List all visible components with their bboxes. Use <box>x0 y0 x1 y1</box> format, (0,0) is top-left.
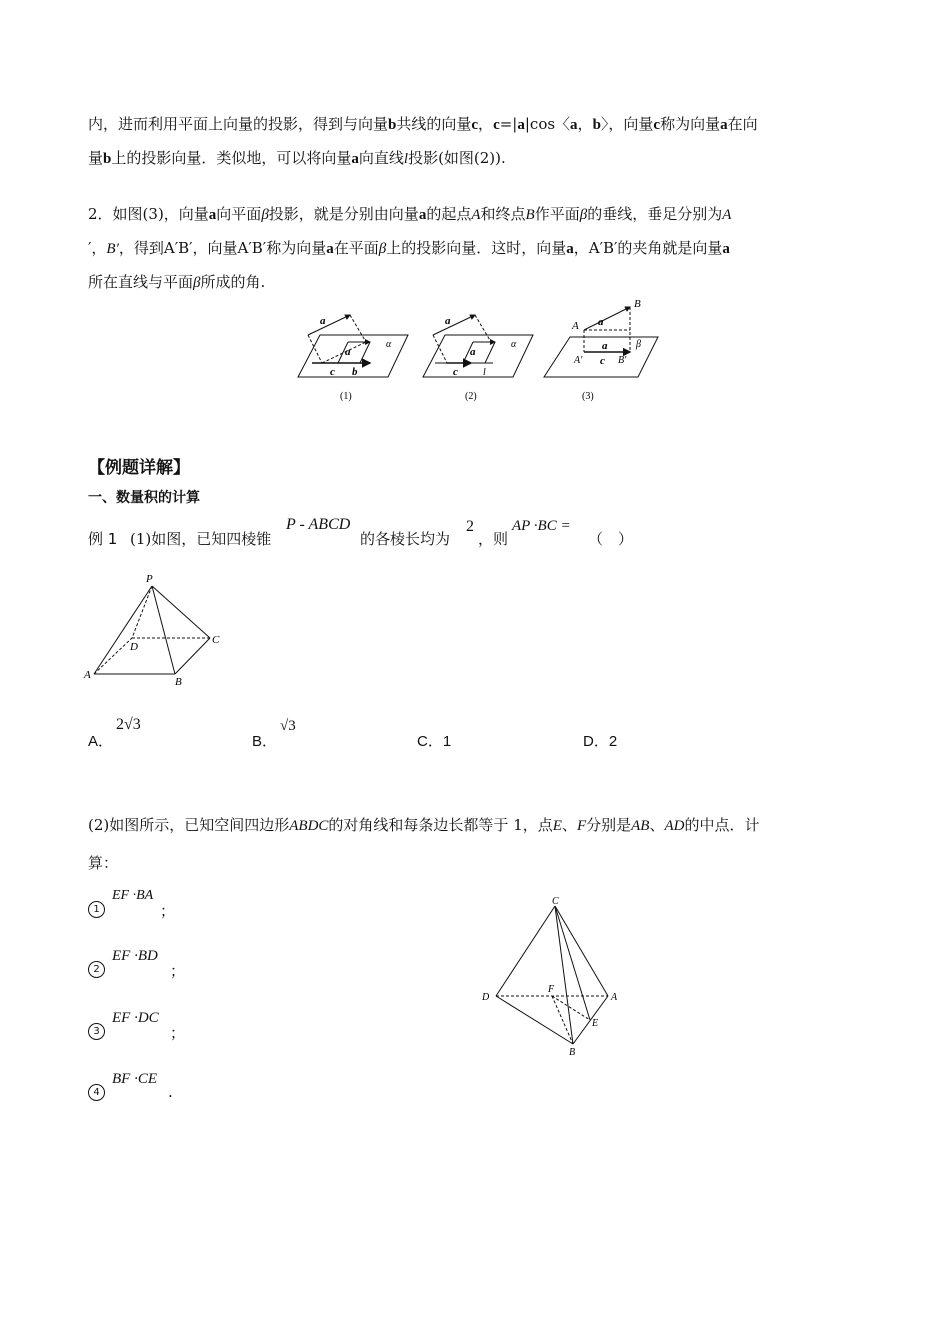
vector-a: a <box>326 241 334 257</box>
edge-length: 2 <box>466 518 474 535</box>
text: 称为向量 <box>660 115 721 133</box>
pyramid-figure <box>80 568 230 690</box>
label-c: c <box>453 366 458 378</box>
figure-3 <box>544 298 658 402</box>
label-a: a <box>445 315 451 327</box>
figure-caption: (1) <box>340 391 352 402</box>
label-B-prime: B′ <box>618 355 627 366</box>
vector-a-line <box>584 307 630 330</box>
vector-b: b <box>103 151 112 167</box>
figure-caption: (2) <box>465 391 477 402</box>
edge-pc <box>152 586 210 638</box>
label-a: a <box>345 346 351 358</box>
text: ′ <box>88 239 92 257</box>
sub-item-1 <box>88 888 288 928</box>
text: 在平面 <box>333 239 379 257</box>
point-E: E <box>592 1018 599 1029</box>
text: 向直线 <box>358 149 404 167</box>
edge-bc <box>175 638 210 674</box>
part2-line-2: 算： <box>88 854 119 872</box>
tetrahedron-figure <box>478 892 628 1062</box>
text: ，得到A′B′，向量A′B′称为向量 <box>118 239 327 257</box>
vector-a-line <box>433 315 475 335</box>
dashed-line <box>322 342 366 363</box>
vertex-A: A <box>611 992 618 1003</box>
plane-beta: β <box>378 241 387 257</box>
point-a: A <box>722 207 732 223</box>
item-number-2: 2 <box>88 961 105 978</box>
plane-beta: β <box>193 275 201 291</box>
dashed-line <box>475 315 491 342</box>
point2-line-1 <box>88 198 868 232</box>
dashed-line <box>433 335 447 363</box>
vertex-A: A <box>84 669 91 681</box>
plane-line <box>360 342 370 363</box>
item-expression: EF ·BA <box>112 888 154 903</box>
point-b: B <box>525 207 535 223</box>
intro-line-2 <box>88 142 868 176</box>
vertex-P: P <box>146 573 153 585</box>
text: 和终点 <box>480 205 526 223</box>
vector-a: a <box>570 117 578 133</box>
label-c: c <box>330 366 335 378</box>
vector-a: a <box>566 241 574 257</box>
plane-beta: β <box>579 207 588 223</box>
part-2-paragraph <box>88 807 868 882</box>
example-label: 例 1 <box>88 530 118 548</box>
sub-item-3 <box>88 1012 288 1052</box>
text: 的中点．计 <box>684 816 760 834</box>
vertex-C: C <box>552 896 559 907</box>
point-2-paragraph <box>88 198 868 300</box>
segment-ab: AB <box>631 818 650 834</box>
label-a: a <box>602 340 608 352</box>
text: 投影(如图(2)). <box>408 149 506 167</box>
item-number-4: 4 <box>88 1084 105 1101</box>
point-b-prime: B′ <box>106 241 119 257</box>
text: 投影，就是分别由向量 <box>268 205 419 223</box>
text: 所成的角. <box>200 273 266 291</box>
item-end: ； <box>170 1024 186 1042</box>
text: |cos〈 <box>524 115 571 133</box>
item-number-3: 3 <box>88 1023 105 1040</box>
vector-c: c <box>493 117 500 133</box>
text: 上的投影向量．类似地，可以将向量 <box>111 149 352 167</box>
label-alpha: α <box>511 339 517 350</box>
text: 量 <box>88 149 104 167</box>
vector-a: a <box>208 207 217 223</box>
text: 向平面 <box>216 205 262 223</box>
text: 2．如图(3)，向量 <box>88 205 209 223</box>
option-b-label: B． <box>252 733 278 750</box>
option-a-label: A． <box>88 733 114 750</box>
vector-c: c <box>471 117 479 133</box>
dashed-line <box>308 335 322 363</box>
example-text: (1)如图，已知四棱锥 <box>130 530 272 548</box>
vector-a: a <box>351 151 359 167</box>
example-1-question <box>88 516 868 560</box>
edge-cd <box>496 906 555 996</box>
point2-line-2 <box>88 232 868 266</box>
item-end: ； <box>170 962 186 980</box>
label-a: a <box>470 346 476 358</box>
item-expression: BF ·CE <box>112 1071 157 1087</box>
label-A-prime: A′ <box>574 355 583 366</box>
vertex-D: D <box>482 992 490 1003</box>
intro-line-1 <box>88 108 868 142</box>
segment-ce <box>555 906 590 1020</box>
sub-item-2 <box>88 950 288 990</box>
label-c: c <box>600 355 605 367</box>
label-b: b <box>352 366 358 378</box>
text: 上的投影向量．这时，向量 <box>386 239 567 257</box>
vector-c: c <box>653 117 661 133</box>
vector-a-line <box>308 315 350 335</box>
text: ， <box>478 115 494 133</box>
part2-line-1 <box>88 807 868 845</box>
sub-item-4 <box>88 1073 288 1113</box>
section-subtitle: 一、数量积的计算 <box>88 490 200 506</box>
text: 分别是 <box>586 816 632 834</box>
plane-line <box>485 342 495 363</box>
plane-alpha <box>423 335 533 377</box>
item-number-1: 1 <box>88 901 105 918</box>
edge-pa <box>94 586 152 674</box>
text: 共线的向量 <box>396 115 472 133</box>
point-f: F <box>576 818 587 834</box>
edge-pb <box>152 586 175 674</box>
projection-figures <box>290 295 670 410</box>
edge-ca <box>555 906 608 996</box>
example-text: 的各棱长均为 <box>360 530 451 548</box>
text: 〉，向量 <box>600 115 654 133</box>
text: 的垂线，垂足分别为 <box>587 205 723 223</box>
vector-b: b <box>592 117 601 133</box>
point-a: A <box>471 207 481 223</box>
vertex-B: B <box>175 676 182 688</box>
text: 在向 <box>727 115 758 133</box>
edge-ad <box>94 638 132 674</box>
item-end: ； <box>160 902 176 920</box>
vector-a: a <box>720 117 728 133</box>
label-beta: β <box>636 339 641 350</box>
text: 所在直线与平面 <box>88 273 194 291</box>
option-d: D．2 <box>583 733 618 750</box>
vertex-D: D <box>130 641 138 653</box>
figure-caption: (3) <box>582 391 594 402</box>
edge-db <box>496 996 573 1044</box>
section-title: 【例题详解】 <box>88 458 190 478</box>
line-l: l <box>403 151 409 167</box>
label-B: B <box>634 298 641 310</box>
dot-product-expression: AP ·BC = <box>512 518 571 534</box>
plane-beta: β <box>261 207 269 223</box>
edge-ab <box>573 996 608 1044</box>
text: 内，进而利用平面上向量的投影，得到与向量 <box>88 115 389 133</box>
vector-a: a <box>418 207 427 223</box>
vertex-C: C <box>212 634 220 646</box>
label-a: a <box>598 316 604 328</box>
point-e: E <box>552 818 562 834</box>
text: (2)如图所示，已知空间四边形 <box>88 816 290 834</box>
text: ，A′B′的夹角就是向量 <box>573 239 723 257</box>
text: 、 <box>561 816 577 834</box>
text: 的对角线和每条边长都等于 1，点 <box>328 816 553 834</box>
intro-paragraph <box>88 108 868 176</box>
pyramid-name: P - ABCD <box>286 516 351 533</box>
text: =| <box>499 115 518 133</box>
text: ， <box>577 115 593 133</box>
example-text: ，则 <box>478 530 509 548</box>
segment-ad: AD <box>664 818 685 834</box>
answer-blank: （ ） <box>588 530 634 548</box>
segment-ef <box>552 996 590 1020</box>
label-a: a <box>320 315 326 327</box>
option-b-value: √3 <box>280 718 296 734</box>
label-alpha: α <box>386 339 392 350</box>
vector-a: a <box>722 241 730 257</box>
edge-cb <box>555 906 573 1044</box>
vector-a: a <box>517 117 525 133</box>
text: ， <box>91 239 107 257</box>
option-c: C．1 <box>417 733 452 750</box>
option-a-value: 2√3 <box>116 716 141 733</box>
dashed-line <box>350 315 366 342</box>
vertex-B: B <box>569 1047 576 1058</box>
point-F: F <box>548 984 555 995</box>
text: 的起点 <box>426 205 472 223</box>
figure-1 <box>298 315 408 402</box>
label-l: l <box>483 367 486 378</box>
item-end: . <box>168 1083 173 1101</box>
quadrilateral-name: ABDC <box>289 818 329 834</box>
text: 、 <box>649 816 665 834</box>
label-A: A <box>572 320 579 332</box>
figure-2 <box>423 315 533 402</box>
vector-b: b <box>388 117 397 133</box>
item-expression: EF ·BD <box>112 948 158 964</box>
text: 作平面 <box>534 205 580 223</box>
item-expression: EF ·DC <box>112 1010 159 1026</box>
